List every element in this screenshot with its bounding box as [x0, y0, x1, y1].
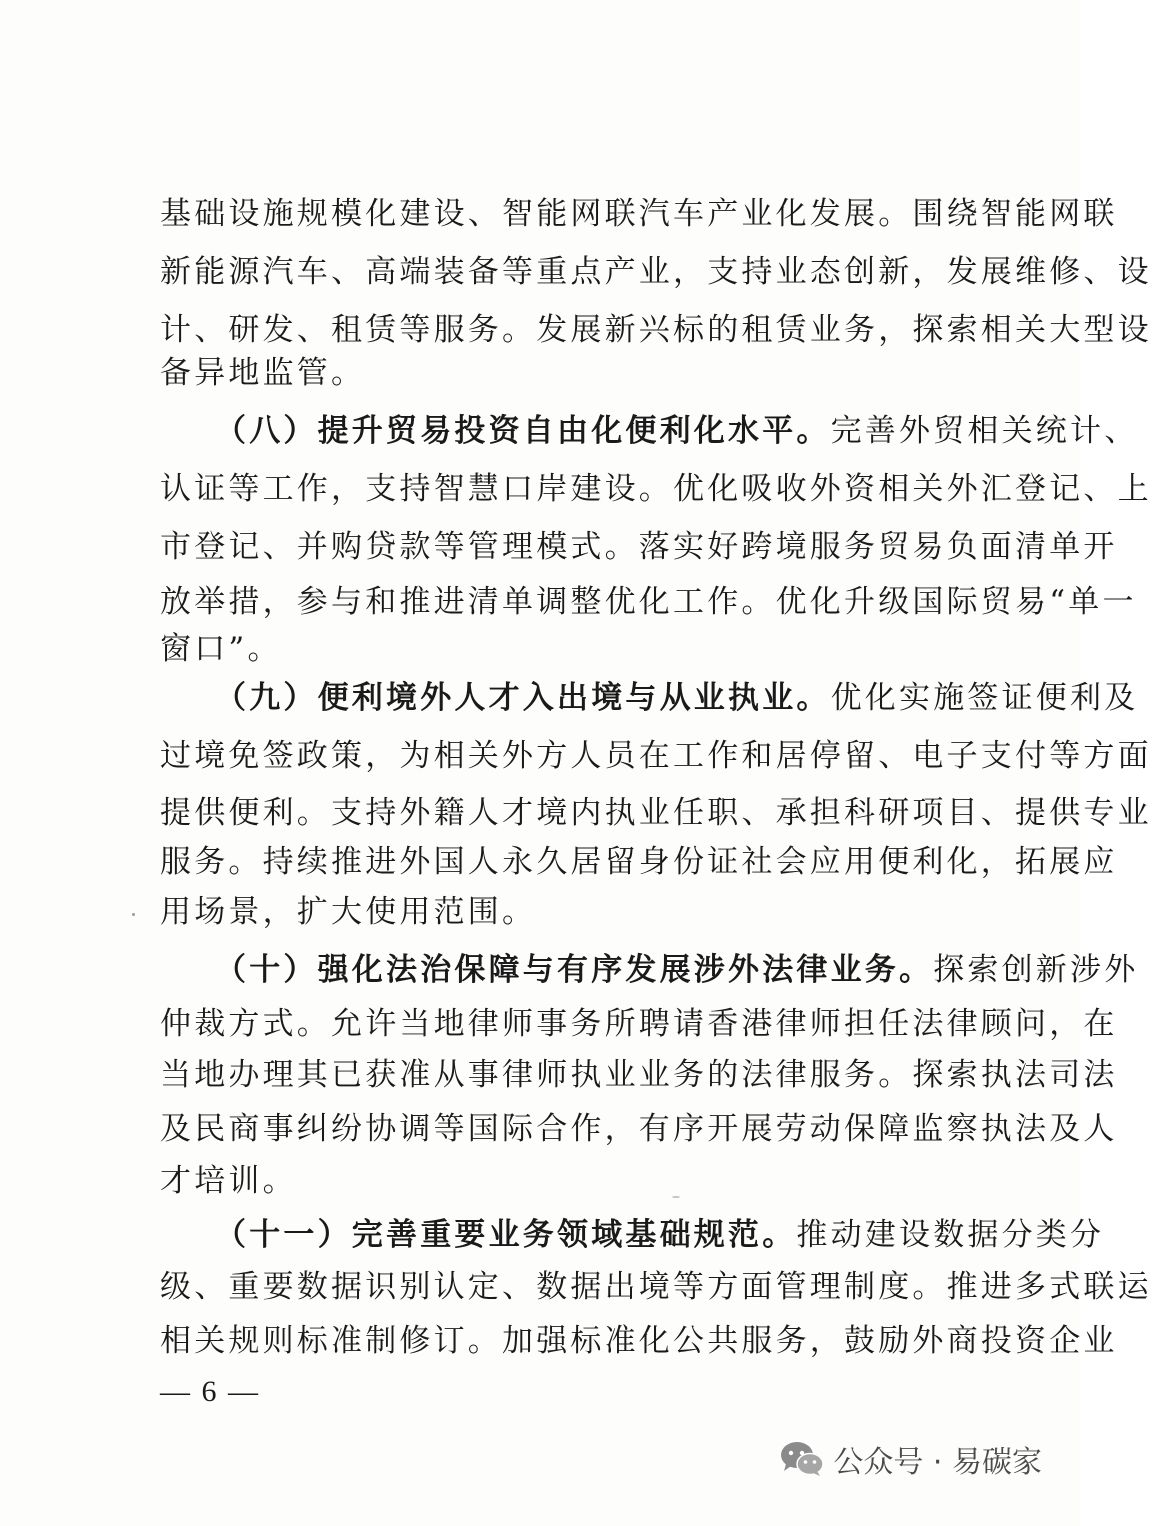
body-line: 备异地监管。: [160, 355, 366, 391]
section-heading-9: （九）便利境外人才入出境与从业执业。: [215, 680, 831, 716]
paragraph-first-line: [215, 941, 1139, 999]
body-line: 计、研发、租赁等服务。发展新兴标的租赁业务，探索相关大型设: [160, 312, 1152, 348]
body-line: 新能源汽车、高端装备等重点产业，支持业态创新，发展维修、设: [160, 254, 1152, 290]
body-text: 优化实施签证便利及: [830, 680, 1139, 716]
body-text: 完善外贸相关统计、: [830, 413, 1139, 449]
page-number: — 6 —: [160, 1375, 260, 1408]
section-heading-8: （八）提升贸易投资自由化便利化水平。: [215, 413, 831, 449]
body-line: 窗口”。: [160, 631, 282, 667]
paragraph-first-line: [215, 402, 1139, 460]
paragraph-first-line: [215, 1206, 1105, 1264]
scan-speck: [132, 913, 135, 916]
body-line: 当地办理其已获准从事律师执业业务的法律服务。探索执法司法: [160, 1057, 1118, 1093]
section-heading-10: （十）强化法治保障与有序发展涉外法律业务。: [215, 952, 934, 988]
body-line: 基础设施规模化建设、智能网联汽车产业化发展。围绕智能网联: [160, 196, 1118, 232]
body-line: 相关规则标准制修订。加强标准化公共服务，鼓励外商投资企业: [160, 1323, 1118, 1359]
paragraph-first-line: [215, 669, 1139, 727]
body-line: 才培训。: [160, 1163, 297, 1199]
body-line: 提供便利。支持外籍人才境内执业任职、承担科研项目、提供专业: [160, 795, 1152, 831]
body-text: 推动建设数据分类分: [796, 1217, 1105, 1253]
section-heading-11: （十一）完善重要业务领域基础规范。: [215, 1217, 797, 1253]
scan-speck: [672, 1196, 680, 1198]
body-text: 探索创新涉外: [933, 952, 1139, 988]
watermark-text: 公众号 · 易碳家: [833, 1445, 1042, 1480]
body-line: 服务。持续推进外国人永久居留身份证社会应用便利化，拓展应: [160, 844, 1118, 880]
body-line: 级、重要数据识别认定、数据出境等方面管理制度。推进多式联运: [160, 1269, 1152, 1305]
body-line: 用场景，扩大使用范围。: [160, 894, 537, 930]
body-line: 市登记、并购贷款等管理模式。落实好跨境服务贸易负面清单开: [160, 529, 1118, 565]
wechat-watermark: [779, 1434, 1042, 1484]
body-line: 放举措，参与和推进清单调整优化工作。优化升级国际贸易“单一: [160, 584, 1137, 620]
wechat-icon: [779, 1440, 825, 1478]
body-line: 仲裁方式。允许当地律师事务所聘请香港律师担任法律顾问，在: [160, 1006, 1118, 1042]
body-line: 过境免签政策，为相关外方人员在工作和居停留、电子支付等方面: [160, 738, 1152, 774]
body-line: 认证等工作，支持智慧口岸建设。优化吸收外资相关外汇登记、上: [160, 471, 1152, 507]
body-line: 及民商事纠纷协调等国际合作，有序开展劳动保障监察执法及人: [160, 1111, 1118, 1147]
